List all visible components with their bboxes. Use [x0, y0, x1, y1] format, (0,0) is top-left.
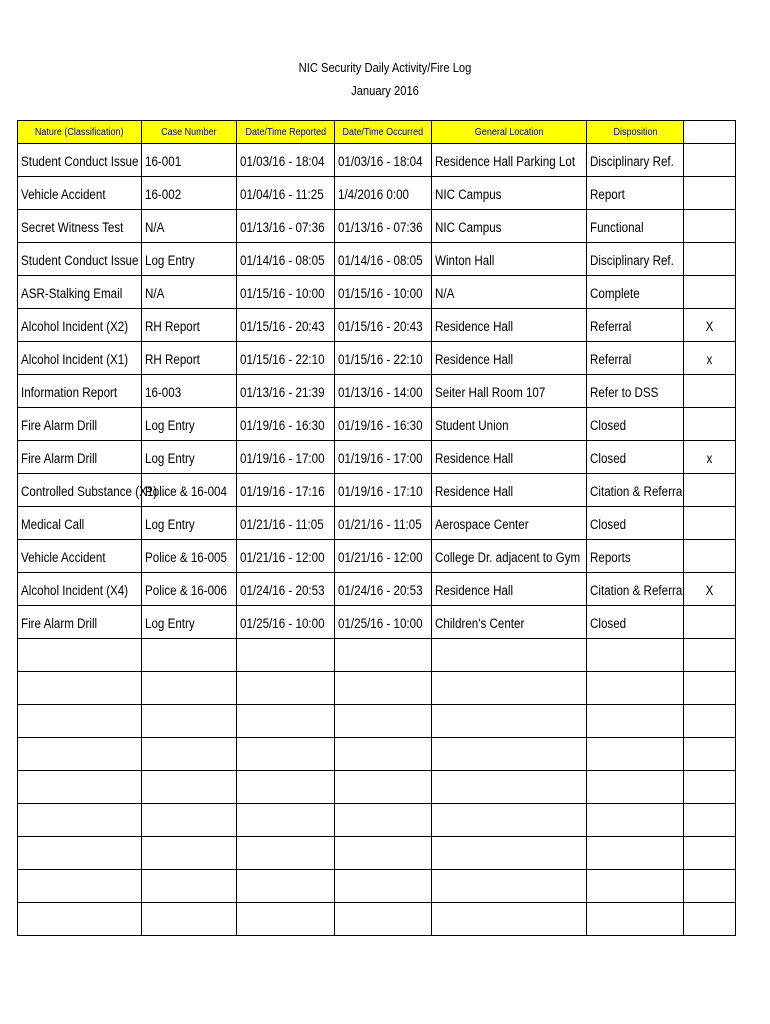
location-cell: [432, 474, 587, 507]
date-reported-cell-text: 01/21/16 - 11:05: [240, 517, 324, 532]
mark-cell: [684, 342, 736, 375]
date-occurred-cell-text: 01/13/16 - 14:00: [338, 385, 423, 400]
location-cell: [432, 606, 587, 639]
disposition-cell-text: Disciplinary Ref.: [590, 154, 674, 169]
nature-cell: [18, 639, 142, 672]
date-occurred-cell: [335, 573, 432, 606]
case-number-cell: [142, 540, 237, 573]
mark-cell: [684, 474, 736, 507]
date-occurred-cell: [335, 210, 432, 243]
date-occurred-cell-text: 01/15/16 - 20:43: [338, 319, 423, 334]
case-number-cell-text: Police & 16-006: [145, 583, 227, 598]
location-cell-text: Residence Hall: [435, 484, 514, 499]
case-number-cell: [142, 276, 237, 309]
date-reported-cell: [237, 144, 335, 177]
mark-cell: [684, 144, 736, 177]
date-reported-cell: [237, 804, 335, 837]
nature-cell: [18, 771, 142, 804]
case-number-cell-text: RH Report: [145, 352, 200, 367]
nature-cell-text: Vehicle Accident: [21, 550, 106, 565]
nature-cell: [18, 903, 142, 936]
date-reported-cell-text: 01/14/16 - 08:05: [240, 253, 325, 268]
case-number-cell-text: Police & 16-004: [145, 484, 227, 499]
date-reported-cell-text: 01/19/16 - 16:30: [240, 418, 325, 433]
date-occurred-cell-text: 01/25/16 - 10:00: [338, 616, 423, 631]
mark-cell: [684, 243, 736, 276]
case-number-cell: [142, 573, 237, 606]
nature-cell: [18, 210, 142, 243]
disposition-cell: [587, 342, 684, 375]
date-reported-cell: [237, 177, 335, 210]
table-row: [18, 870, 736, 903]
location-cell-text: Residence Hall: [435, 451, 514, 466]
mark-cell-text: x: [706, 451, 713, 466]
location-cell: [432, 705, 587, 738]
case-number-cell-text: 16-001: [145, 154, 182, 169]
date-occurred-cell: [335, 375, 432, 408]
case-number-cell: [142, 243, 237, 276]
case-number-cell-text: Log Entry: [145, 451, 195, 466]
table-row: [18, 210, 736, 243]
disposition-cell-text: Reports: [590, 550, 631, 565]
case-number-cell-text: Log Entry: [145, 418, 195, 433]
date-reported-cell: [237, 672, 335, 705]
date-occurred-cell: [335, 606, 432, 639]
date-occurred-cell: [335, 804, 432, 837]
disposition-cell-text: Closed: [590, 616, 627, 631]
table-row: [18, 738, 736, 771]
table-row: [18, 639, 736, 672]
location-cell: [432, 144, 587, 177]
disposition-cell: [587, 441, 684, 474]
date-occurred-cell: [335, 342, 432, 375]
date-occurred-cell: [335, 243, 432, 276]
disposition-cell: [587, 870, 684, 903]
location-cell: [432, 507, 587, 540]
mark-cell: [684, 573, 736, 606]
date-occurred-cell: [335, 441, 432, 474]
disposition-cell: [587, 474, 684, 507]
nature-cell: [18, 804, 142, 837]
location-cell: [432, 804, 587, 837]
date-occurred-cell-text: 01/14/16 - 08:05: [338, 253, 423, 268]
nature-cell: [18, 837, 142, 870]
nature-cell-text: Fire Alarm Drill: [21, 451, 98, 466]
date-occurred-cell: [335, 507, 432, 540]
nature-cell: [18, 870, 142, 903]
case-number-cell-text: 16-003: [145, 385, 182, 400]
date-occurred-cell-text: 01/24/16 - 20:53: [338, 583, 423, 598]
case-number-cell: [142, 705, 237, 738]
disposition-cell: [587, 771, 684, 804]
date-occurred-cell: [335, 144, 432, 177]
table-row: [18, 903, 736, 936]
mark-cell: [684, 639, 736, 672]
disposition-cell-text: Report: [590, 187, 625, 202]
location-cell-text: Residence Hall: [435, 583, 514, 598]
date-reported-cell: [237, 771, 335, 804]
nature-cell: [18, 342, 142, 375]
disposition-cell: [587, 540, 684, 573]
case-number-cell: [142, 870, 237, 903]
date-reported-cell: [237, 243, 335, 276]
disposition-cell: [587, 606, 684, 639]
date-occurred-cell: [335, 738, 432, 771]
nature-cell: [18, 672, 142, 705]
date-reported-cell-text: 01/24/16 - 20:53: [240, 583, 325, 598]
disposition-cell-text: Closed: [590, 451, 627, 466]
table-row: [18, 309, 736, 342]
location-cell: [432, 738, 587, 771]
column-header: [684, 121, 736, 144]
disposition-cell: [587, 210, 684, 243]
date-reported-cell: [237, 870, 335, 903]
location-cell: [432, 177, 587, 210]
disposition-cell: [587, 639, 684, 672]
date-reported-cell: [237, 837, 335, 870]
table-row: [18, 804, 736, 837]
nature-cell: [18, 276, 142, 309]
date-reported-cell-text: 01/15/16 - 10:00: [240, 286, 325, 301]
disposition-cell: [587, 375, 684, 408]
case-number-cell-text: Log Entry: [145, 253, 195, 268]
mark-cell: [684, 177, 736, 210]
disposition-cell-text: Disciplinary Ref.: [590, 253, 674, 268]
nature-cell-text: Fire Alarm Drill: [21, 616, 98, 631]
nature-cell: [18, 507, 142, 540]
mark-cell-text: x: [706, 352, 713, 367]
date-occurred-cell: [335, 540, 432, 573]
mark-cell: [684, 210, 736, 243]
date-occurred-cell-text: 01/15/16 - 22:10: [338, 352, 423, 367]
activity-log-table: [17, 120, 736, 936]
date-reported-cell: [237, 474, 335, 507]
case-number-cell-text: Police & 16-005: [145, 550, 227, 565]
date-occurred-cell: [335, 639, 432, 672]
date-occurred-cell-text: 01/19/16 - 17:00: [338, 451, 423, 466]
table-row: [18, 375, 736, 408]
disposition-cell: [587, 837, 684, 870]
case-number-cell: [142, 738, 237, 771]
location-cell-text: Children's Center: [435, 616, 525, 631]
nature-cell: [18, 606, 142, 639]
disposition-cell: [587, 705, 684, 738]
page-title: NIC Security Daily Activity/Fire Log: [298, 60, 472, 75]
nature-cell: [18, 705, 142, 738]
date-occurred-cell-text: 01/19/16 - 17:10: [338, 484, 423, 499]
column-header: Date/Time Reported: [237, 121, 335, 144]
table-row: [18, 243, 736, 276]
date-reported-cell: [237, 606, 335, 639]
table-row: [18, 177, 736, 210]
location-cell: [432, 771, 587, 804]
nature-cell-text: ASR-Stalking Email: [21, 286, 123, 301]
disposition-cell-text: Closed: [590, 517, 627, 532]
location-cell-text: Student Union: [435, 418, 509, 433]
disposition-cell: [587, 177, 684, 210]
table-row: [18, 672, 736, 705]
date-occurred-cell-text: 01/15/16 - 10:00: [338, 286, 423, 301]
location-cell: [432, 276, 587, 309]
date-occurred-cell-text: 01/03/16 - 18:04: [338, 154, 423, 169]
column-header: Disposition: [587, 121, 684, 144]
disposition-cell: [587, 309, 684, 342]
nature-cell-text: Alcohol Incident (X4): [21, 583, 129, 598]
case-number-cell-text: Log Entry: [145, 616, 195, 631]
case-number-cell-text: RH Report: [145, 319, 200, 334]
date-reported-cell: [237, 639, 335, 672]
mark-cell: [684, 309, 736, 342]
date-occurred-cell-text: 01/13/16 - 07:36: [338, 220, 423, 235]
mark-cell: [684, 606, 736, 639]
location-cell: [432, 870, 587, 903]
nature-cell: [18, 441, 142, 474]
case-number-cell: [142, 771, 237, 804]
date-reported-cell: [237, 573, 335, 606]
table-row: [18, 705, 736, 738]
mark-cell: [684, 408, 736, 441]
case-number-cell: [142, 342, 237, 375]
date-occurred-cell: [335, 474, 432, 507]
disposition-cell: [587, 672, 684, 705]
table-row: [18, 573, 736, 606]
location-cell-text: Residence Hall: [435, 352, 514, 367]
nature-cell-text: Secret Witness Test: [21, 220, 124, 235]
case-number-cell: [142, 441, 237, 474]
date-reported-cell-text: 01/03/16 - 18:04: [240, 154, 325, 169]
column-header: General Location: [432, 121, 587, 144]
case-number-cell: [142, 210, 237, 243]
mark-cell: [684, 804, 736, 837]
column-header: Date/Time Occurred: [335, 121, 432, 144]
table-header-row: [18, 121, 736, 144]
nature-cell: [18, 738, 142, 771]
disposition-cell: [587, 243, 684, 276]
case-number-cell: [142, 177, 237, 210]
location-cell: [432, 540, 587, 573]
table-row: [18, 606, 736, 639]
disposition-cell: [587, 573, 684, 606]
case-number-cell: [142, 408, 237, 441]
date-occurred-cell: [335, 177, 432, 210]
date-occurred-cell: [335, 903, 432, 936]
column-header: Case Number: [142, 121, 237, 144]
case-number-cell-text: N/A: [145, 220, 165, 235]
page-subtitle: January 2016: [351, 83, 419, 98]
location-cell-text: Aerospace Center: [435, 517, 529, 532]
nature-cell-text: Alcohol Incident (X1): [21, 352, 129, 367]
date-reported-cell: [237, 210, 335, 243]
case-number-cell: [142, 606, 237, 639]
location-cell: [432, 837, 587, 870]
table-row: [18, 771, 736, 804]
mark-cell: [684, 507, 736, 540]
mark-cell-text: X: [705, 583, 714, 598]
case-number-cell-text: N/A: [145, 286, 165, 301]
date-occurred-cell: [335, 276, 432, 309]
location-cell: [432, 342, 587, 375]
disposition-cell: [587, 738, 684, 771]
location-cell-text: N/A: [435, 286, 455, 301]
nature-cell-text: Controlled Substance (X1): [21, 484, 158, 499]
location-cell-text: Residence Hall: [435, 319, 514, 334]
case-number-cell: [142, 639, 237, 672]
table-row: [18, 276, 736, 309]
case-number-cell: [142, 837, 237, 870]
date-reported-cell-text: 01/15/16 - 22:10: [240, 352, 325, 367]
mark-cell: [684, 375, 736, 408]
disposition-cell-text: Complete: [590, 286, 640, 301]
location-cell: [432, 903, 587, 936]
case-number-cell: [142, 672, 237, 705]
table-row: [18, 144, 736, 177]
nature-cell: [18, 573, 142, 606]
disposition-cell-text: Citation & Referral: [590, 583, 685, 598]
date-reported-cell: [237, 342, 335, 375]
date-reported-cell: [237, 276, 335, 309]
nature-cell-text: Information Report: [21, 385, 118, 400]
disposition-cell-text: Refer to DSS: [590, 385, 659, 400]
column-header: Nature (Classification): [18, 121, 142, 144]
location-cell: [432, 672, 587, 705]
location-cell-text: Winton Hall: [435, 253, 495, 268]
case-number-cell-text: 16-002: [145, 187, 182, 202]
mark-cell: [684, 870, 736, 903]
location-cell: [432, 309, 587, 342]
location-cell: [432, 243, 587, 276]
date-occurred-cell: [335, 771, 432, 804]
location-cell-text: Residence Hall Parking Lot: [435, 154, 576, 169]
mark-cell: [684, 837, 736, 870]
nature-cell: [18, 243, 142, 276]
date-reported-cell: [237, 540, 335, 573]
nature-cell-text: Medical Call: [21, 517, 85, 532]
mark-cell: [684, 540, 736, 573]
mark-cell: [684, 903, 736, 936]
location-cell-text: Seiter Hall Room 107: [435, 385, 546, 400]
date-reported-cell-text: 01/13/16 - 07:36: [240, 220, 325, 235]
location-cell: [432, 639, 587, 672]
date-reported-cell-text: 01/19/16 - 17:00: [240, 451, 325, 466]
location-cell-text: College Dr. adjacent to Gym: [435, 550, 581, 565]
date-reported-cell-text: 01/15/16 - 20:43: [240, 319, 325, 334]
case-number-cell: [142, 144, 237, 177]
disposition-cell-text: Referral: [590, 352, 632, 367]
date-occurred-cell-text: 01/21/16 - 12:00: [338, 550, 423, 565]
date-reported-cell: [237, 738, 335, 771]
table-row: [18, 342, 736, 375]
mark-cell: [684, 441, 736, 474]
date-occurred-cell: [335, 408, 432, 441]
date-occurred-cell: [335, 870, 432, 903]
mark-cell: [684, 771, 736, 804]
location-cell: [432, 441, 587, 474]
disposition-cell: [587, 804, 684, 837]
table-row: [18, 441, 736, 474]
date-reported-cell: [237, 309, 335, 342]
disposition-cell-text: Citation & Referral: [590, 484, 685, 499]
date-reported-cell-text: 01/21/16 - 12:00: [240, 550, 325, 565]
disposition-cell-text: Closed: [590, 418, 627, 433]
location-cell: [432, 408, 587, 441]
table-row: [18, 837, 736, 870]
case-number-cell: [142, 507, 237, 540]
date-reported-cell-text: 01/19/16 - 17:16: [240, 484, 325, 499]
location-cell-text: NIC Campus: [435, 187, 502, 202]
nature-cell-text: Student Conduct Issue: [21, 253, 139, 268]
mark-cell: [684, 705, 736, 738]
date-occurred-cell: [335, 309, 432, 342]
nature-cell-text: Vehicle Accident: [21, 187, 106, 202]
table-row: [18, 474, 736, 507]
date-reported-cell: [237, 903, 335, 936]
disposition-cell: [587, 507, 684, 540]
case-number-cell: [142, 474, 237, 507]
table-row: [18, 408, 736, 441]
date-occurred-cell: [335, 672, 432, 705]
case-number-cell: [142, 375, 237, 408]
nature-cell: [18, 144, 142, 177]
disposition-cell: [587, 408, 684, 441]
date-reported-cell: [237, 408, 335, 441]
date-reported-cell-text: 01/25/16 - 10:00: [240, 616, 325, 631]
mark-cell: [684, 738, 736, 771]
date-occurred-cell: [335, 837, 432, 870]
disposition-cell: [587, 144, 684, 177]
nature-cell-text: Fire Alarm Drill: [21, 418, 98, 433]
nature-cell-text: Alcohol Incident (X2): [21, 319, 129, 334]
date-reported-cell: [237, 441, 335, 474]
table-row: [18, 507, 736, 540]
nature-cell: [18, 309, 142, 342]
date-reported-cell-text: 01/04/16 - 11:25: [240, 187, 324, 202]
case-number-cell: [142, 804, 237, 837]
case-number-cell-text: Log Entry: [145, 517, 195, 532]
case-number-cell: [142, 903, 237, 936]
table-row: [18, 540, 736, 573]
date-occurred-cell-text: 1/4/2016 0:00: [338, 187, 410, 202]
nature-cell: [18, 375, 142, 408]
mark-cell: [684, 276, 736, 309]
mark-cell-text: X: [705, 319, 714, 334]
date-occurred-cell: [335, 705, 432, 738]
nature-cell: [18, 540, 142, 573]
date-reported-cell: [237, 507, 335, 540]
disposition-cell-text: Referral: [590, 319, 632, 334]
location-cell: [432, 210, 587, 243]
case-number-cell: [142, 309, 237, 342]
date-reported-cell: [237, 705, 335, 738]
nature-cell: [18, 474, 158, 507]
location-cell: [432, 573, 587, 606]
nature-cell: [18, 177, 142, 210]
location-cell-text: NIC Campus: [435, 220, 502, 235]
date-occurred-cell-text: 01/21/16 - 11:05: [338, 517, 422, 532]
date-reported-cell-text: 01/13/16 - 21:39: [240, 385, 325, 400]
disposition-cell: [587, 903, 684, 936]
disposition-cell: [587, 276, 684, 309]
mark-cell: [684, 672, 736, 705]
location-cell: [432, 375, 587, 408]
nature-cell-text: Student Conduct Issue: [21, 154, 139, 169]
date-reported-cell: [237, 375, 335, 408]
nature-cell: [18, 408, 142, 441]
date-occurred-cell-text: 01/19/16 - 16:30: [338, 418, 423, 433]
disposition-cell-text: Functional: [590, 220, 644, 235]
